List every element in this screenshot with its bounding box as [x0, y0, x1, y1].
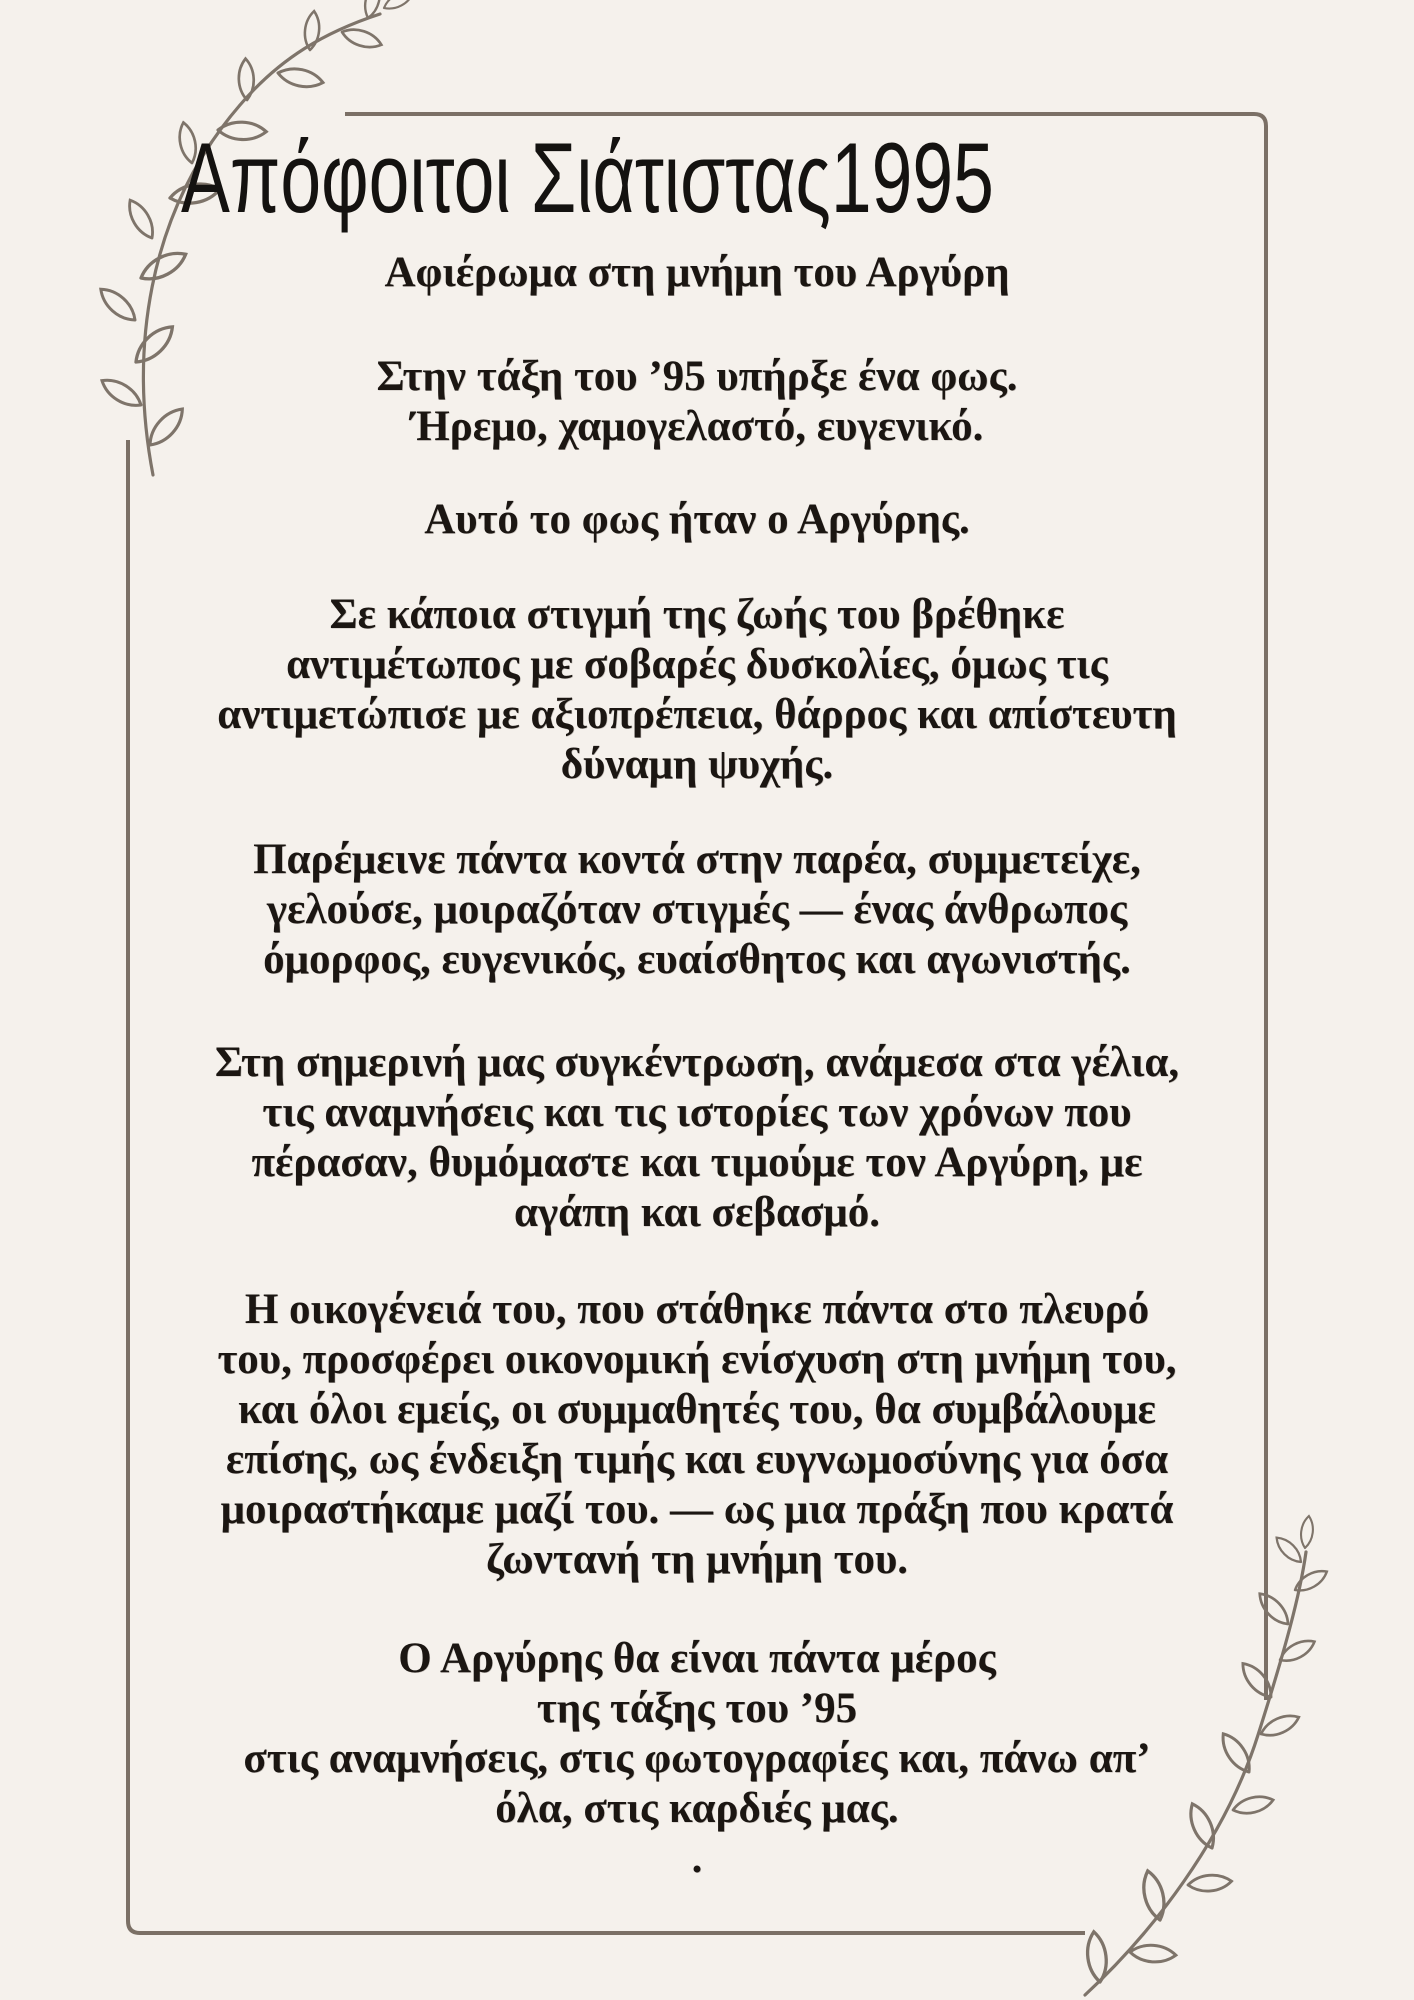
paragraph: [128, 352, 1266, 452]
text-line: όλα, στις καρδιές μας.: [495, 1785, 899, 1832]
text-line: Παρέμεινε πάντα κοντά στην παρέα, συμμετείχε,: [253, 836, 1141, 883]
text-line: Σε κάποια στιγμή της ζωής του βρέθηκε: [329, 591, 1065, 638]
memorial-text: [128, 0, 1266, 2000]
text-line: Η οικογένειά του, που στάθηκε πάντα στο πλευρό: [244, 1286, 1150, 1333]
text-line: ζωντανή τη μνήμη του.: [485, 1536, 909, 1583]
text-line: Στη σημερινή μας συγκέντρωση, ανάμεσα στα γέλια,: [214, 1039, 1180, 1086]
text-line: .: [691, 1835, 703, 1882]
text-line: αγάπη και σεβασμό.: [514, 1189, 880, 1236]
text-line: στις αναμνήσεις, στις φωτογραφίες και, πάνω απ’: [243, 1735, 1151, 1782]
text-line: Στην τάξη του ’95 υπήρξε ένα φως.: [376, 353, 1018, 400]
paragraph: [128, 1285, 1266, 1585]
paragraph: [128, 1038, 1266, 1238]
paragraph: [128, 835, 1266, 985]
page-title: Απόφοιτοι Σιάτιστας1995: [181, 122, 994, 233]
text-line: της τάξης του ’95: [536, 1685, 858, 1732]
text-line: και όλοι εμείς, οι συμμαθητές του, θα συμβάλουμε: [238, 1386, 1156, 1433]
paragraph: [128, 1634, 1266, 1834]
text-line: γελούσε, μοιραζόταν στιγμές — ένας άνθρωπος: [266, 886, 1128, 933]
paragraph: [128, 590, 1266, 790]
text-line: του, προσφέρει οικονομική ενίσχυση στη μνήμη του,: [217, 1336, 1177, 1383]
text-line: Ο Αργύρης θα είναι πάντα μέρος: [398, 1635, 996, 1682]
text-line: δύναμη ψυχής.: [560, 741, 834, 788]
text-line: επίσης, ως ένδειξη τιμής και ευγνωμοσύνης για όσα: [225, 1436, 1169, 1483]
text-line: τις αναμνήσεις και τις ιστορίες των χρόνων που: [262, 1089, 1132, 1136]
text-line: Αυτό το φως ήταν ο Αργύρης.: [424, 496, 970, 543]
text-line: όμορφος, ευγενικός, ευαίσθητος και αγωνιστής.: [263, 936, 1131, 983]
page-subtitle: Αφιέρωμα στη μνήμη του Αργύρη: [384, 249, 1010, 296]
paragraph: [128, 1834, 1266, 1884]
text-line: πέρασαν, θυμόμαστε και τιμούμε τον Αργύρη, με: [251, 1139, 1143, 1186]
text-line: αντιμετώπισε με αξιοπρέπεια, θάρρος και απίστευτη: [217, 691, 1177, 738]
text-line: μοιραστήκαμε μαζί του. — ως μια πράξη που κρατά: [220, 1486, 1174, 1533]
text-line: αντιμέτωπος με σοβαρές δυσκολίες, όμως τις: [286, 641, 1108, 688]
text-line: Ήρεμο, χαμογελαστό, ευγενικό.: [410, 403, 984, 450]
paragraph: [128, 495, 1266, 545]
